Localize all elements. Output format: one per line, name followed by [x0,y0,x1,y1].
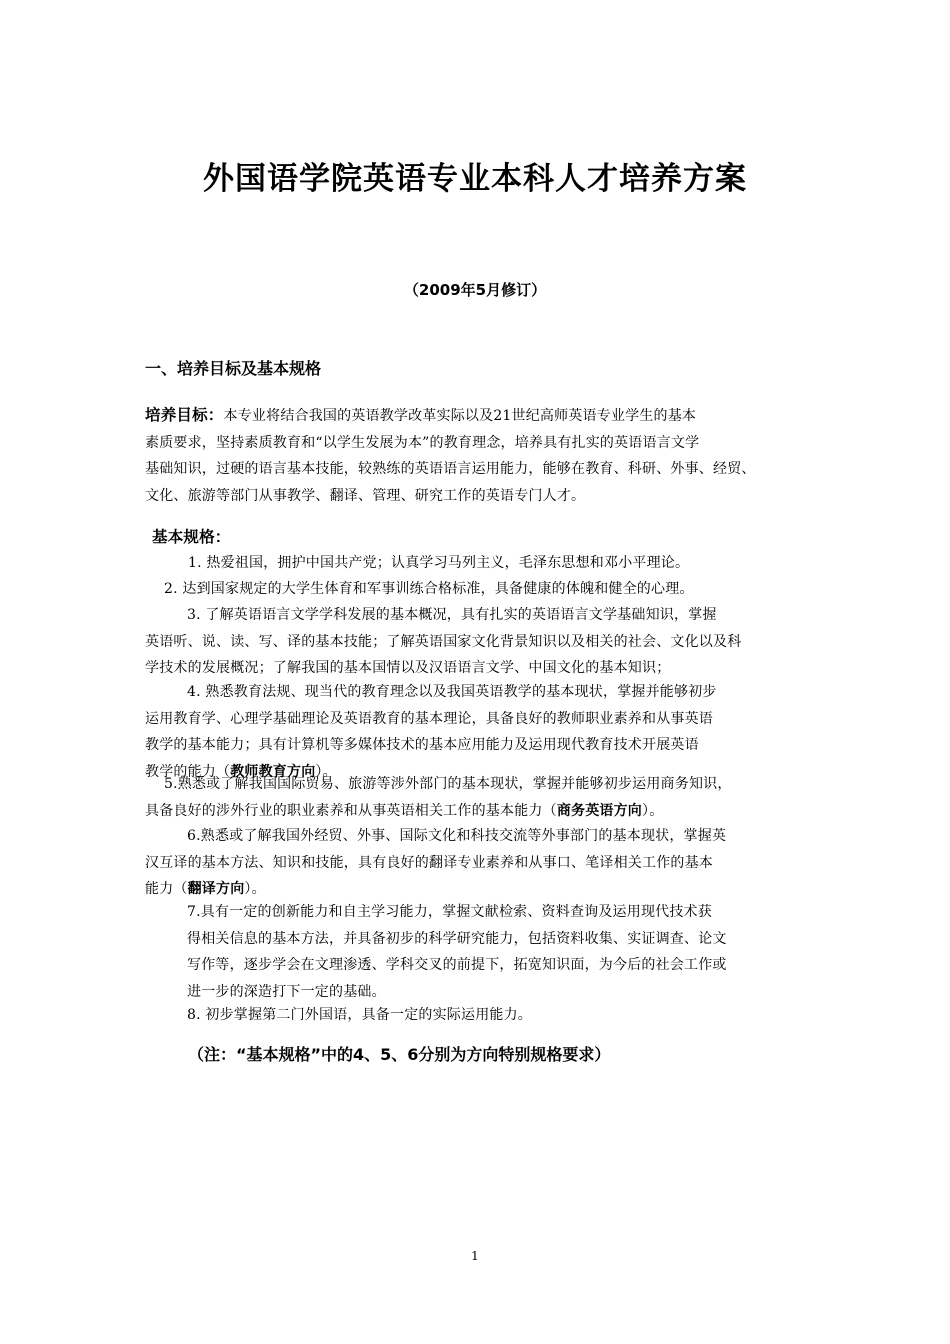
spec-line: 7.具有一定的创新能力和自主学习能力，掌握文献检索、资料查询及运用现代技术获 [187,904,712,920]
direction-note: （注：“基本规格”中的4、5、6分别为方向特别规格要求） [188,1045,611,1064]
spec-text: 具备良好的涉外行业的职业素养和从事英语相关工作的基本能力（ [145,802,557,819]
spec-item-5 [145,771,732,824]
spec-text: ）。 [642,802,664,819]
direction-business-english: 商务英语方向 [556,802,643,819]
objective-line: 素质要求，坚持素质教育和“以学生发展为本”的教育理念，培养具有扎实的英语语言文学 [145,434,700,451]
objective-text: 本专业将结合我国的英语教学改革实际以及21世纪高师英语专业学生的基本 [223,408,697,424]
spec-line: 4. 熟悉教育法规、现当代的教育理念以及我国英语教学的基本现状，掌握并能够初步 [187,684,717,700]
spec-line: 学技术的发展概况；了解我国的基本国情以及汉语语言文学、中国文化的基本知识； [145,660,671,676]
spec-item-7 [187,899,727,1005]
direction-translation: 翻译方向 [187,881,245,897]
spec-item-2 [164,576,694,603]
spec-line: 进一步的深造打下一定的基础。 [187,983,386,1000]
spec-line: 1. 热爱祖国，拥护中国共产党；认真学习马列主义，毛泽东思想和邓小平理论。 [188,555,690,571]
spec-item-8 [187,1002,532,1029]
specs-heading [152,524,231,551]
spec-item-1 [188,550,689,577]
objective-label: 培养目标： [145,406,224,424]
spec-line: 5.熟悉或了解我国国际贸易、旅游等涉外部门的基本现状，掌握并能够初步运用商务知识， [164,776,732,792]
spec-line: 得相关信息的基本方法，并具备初步的科学研究能力，包括资料收集、实证调查、论文 [187,930,727,947]
specs-label: 基本规格： [152,528,231,546]
objective-line [145,402,756,430]
spec-line [145,798,732,825]
objective-line: 文化、旅游等部门从事教学、翻译、管理、研究工作的英语专门人才。 [145,487,586,504]
spec-line: 运用教育学、心理学基础理论及英语教育的基本理论，具备良好的教师职业素养和从事英语 [145,710,713,727]
spec-item-4 [145,679,717,785]
spec-line: 8. 初步掌握第二门外国语，具备一定的实际运用能力。 [187,1007,533,1023]
spec-item-6 [145,823,726,903]
spec-item-3 [145,602,741,682]
section-heading: 一、培养目标及基本规格 [145,359,322,378]
objective-line: 基础知识，过硬的语言基本技能，较熟练的英语语言运用能力，能够在教育、科研、外事、经贸、 [145,461,756,477]
spec-text: 教学的能力（ [145,763,231,780]
spec-text: 能力（ [145,881,188,897]
spec-line: 英语听、说、读、写、译的基本技能；了解英语国家文化背景知识以及相关的社会、文化以及科 [145,633,742,650]
objective-paragraph [145,402,756,509]
revision-date: （2009年5月修订） [403,281,547,299]
spec-line: 汉互译的基本方法、知识和技能，具有良好的翻译专业素养和从事口、笔译相关工作的基本 [145,854,713,871]
page-number: 1 [471,1249,479,1263]
spec-line: 教学的基本能力；具有计算机等多媒体技术的基本应用能力及运用现代教育技术开展英语 [145,737,699,753]
spec-line: 写作等，逐步学会在文理渗透、学科交叉的前提下，拓宽知识面，为今后的社会工作或 [187,957,727,973]
direction-teacher-education: 教师教育方向 [230,763,316,780]
spec-text: ）。 [315,763,337,780]
spec-line: 6.熟悉或了解我国外经贸、外事、国际文化和科技交流等外事部门的基本现状，掌握英 [187,828,727,844]
document-title: 外国语学院英语专业本科人才培养方案 [203,161,747,197]
spec-line: 3. 了解英语语言文学学科发展的基本概况，具有扎实的英语语言文学基础知识，掌握 [187,607,717,623]
spec-line: 2. 达到国家规定的大学生体育和军事训练合格标准，具备健康的体魄和健全的心理。 [164,581,694,597]
spec-text: ）。 [244,881,266,897]
